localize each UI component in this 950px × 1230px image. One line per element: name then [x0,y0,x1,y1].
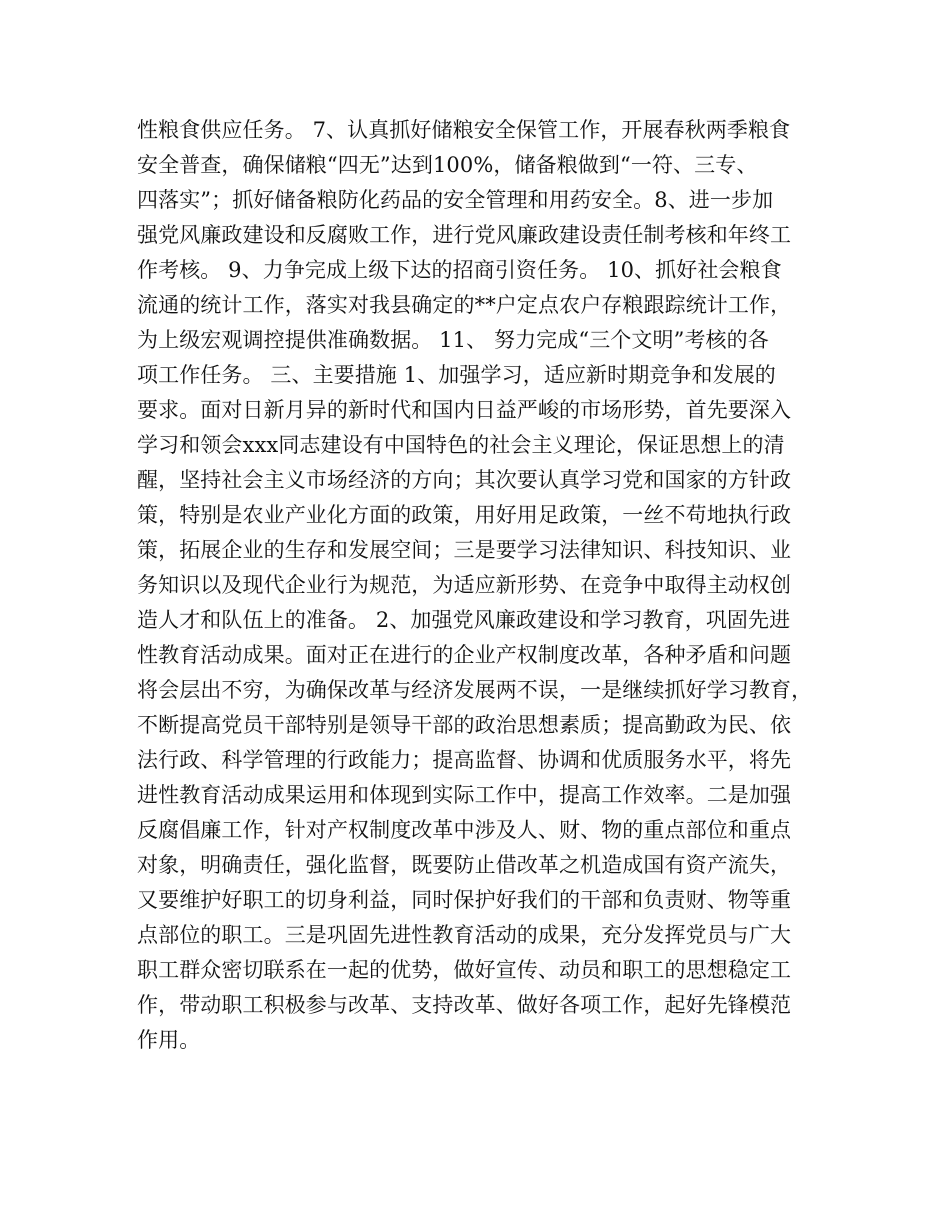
text-line: 学习和领会xxx同志建设有中国特色的社会主义理论，保证思想上的清 [137,433,785,457]
text-line: 项工作任务。 三、主要措施 1、加强学习，适应新时期竞争和发展的 [137,363,776,387]
text-line: 策，拓展企业的生存和发展空间；三是要学习法律知识、科技知识、业 [137,538,792,562]
text-line: 法行政、科学管理的行政能力；提高监督、协调和优质服务水平，将先 [137,748,792,772]
text-line: 安全普查，确保储粮“四无”达到100%，储备粮做到“一符、三专、 [137,153,758,177]
body-text [137,113,827,1058]
text-line: 强党风廉政建设和反腐败工作，进行党风廉政建设责任制考核和年终工 [137,223,792,247]
text-line: 醒，坚持社会主义市场经济的方向；其次要认真学习党和国家的方针政 [137,468,792,492]
text-line: 四落实”；抓好储备粮防化药品的安全管理和用药安全。8、进一步加 [137,188,774,212]
text-line: 流通的统计工作，落实对我县确定的**户定点农户存粮跟踪统计工作， [137,293,792,317]
text-line: 不断提高党员干部特别是领导干部的政治思想素质；提高勤政为民、依 [137,713,792,737]
text-line: 又要维护好职工的切身利益，同时保护好我们的干部和负责财、物等重 [137,888,792,912]
text-line: 职工群众密切联系在一起的优势，做好宣传、动员和职工的思想稳定工 [137,958,792,982]
text-line: 进性教育活动成果运用和体现到实际工作中，提高工作效率。二是加强 [137,783,792,807]
text-line: 策，特别是农业产业化方面的政策，用好用足政策，一丝不苟地执行政 [137,503,792,527]
text-line: 造人才和队伍上的准备。 2、加强党风廉政建设和学习教育，巩固先进 [137,608,791,632]
text-line: 点部位的职工。三是巩固先进性教育活动的成果，充分发挥党员与广大 [137,923,792,947]
text-line: 性粮食供应任务。 7、认真抓好储粮安全保管工作，开展春秋两季粮食 [137,118,791,142]
text-line: 要求。面对日新月异的新时代和国内日益严峻的市场形势，首先要深入 [137,398,792,422]
text-line: 作考核。 9、力争完成上级下达的招商引资任务。 10、抓好社会粮食 [137,258,782,282]
text-line: 作用。 [137,1028,201,1052]
text-line: 反腐倡廉工作，针对产权制度改革中涉及人、财、物的重点部位和重点 [137,818,792,842]
text-line: 将会层出不穷，为确保改革与经济发展两不误，一是继续抓好学习教育， [137,678,813,702]
text-line: 作，带动职工积极参与改革、支持改革、做好各项工作，起好先锋模范 [137,993,792,1017]
text-line: 务知识以及现代企业行为规范，为适应新形势、在竞争中取得主动权创 [137,573,792,597]
text-line: 为上级宏观调控提供准确数据。 11、 努力完成“三个文明”考核的各 [137,328,769,352]
text-line: 对象，明确责任，强化监督，既要防止借改革之机造成国有资产流失， [137,853,792,877]
text-line: 性教育活动成果。面对正在进行的企业产权制度改革，各种矛盾和问题 [137,643,792,667]
